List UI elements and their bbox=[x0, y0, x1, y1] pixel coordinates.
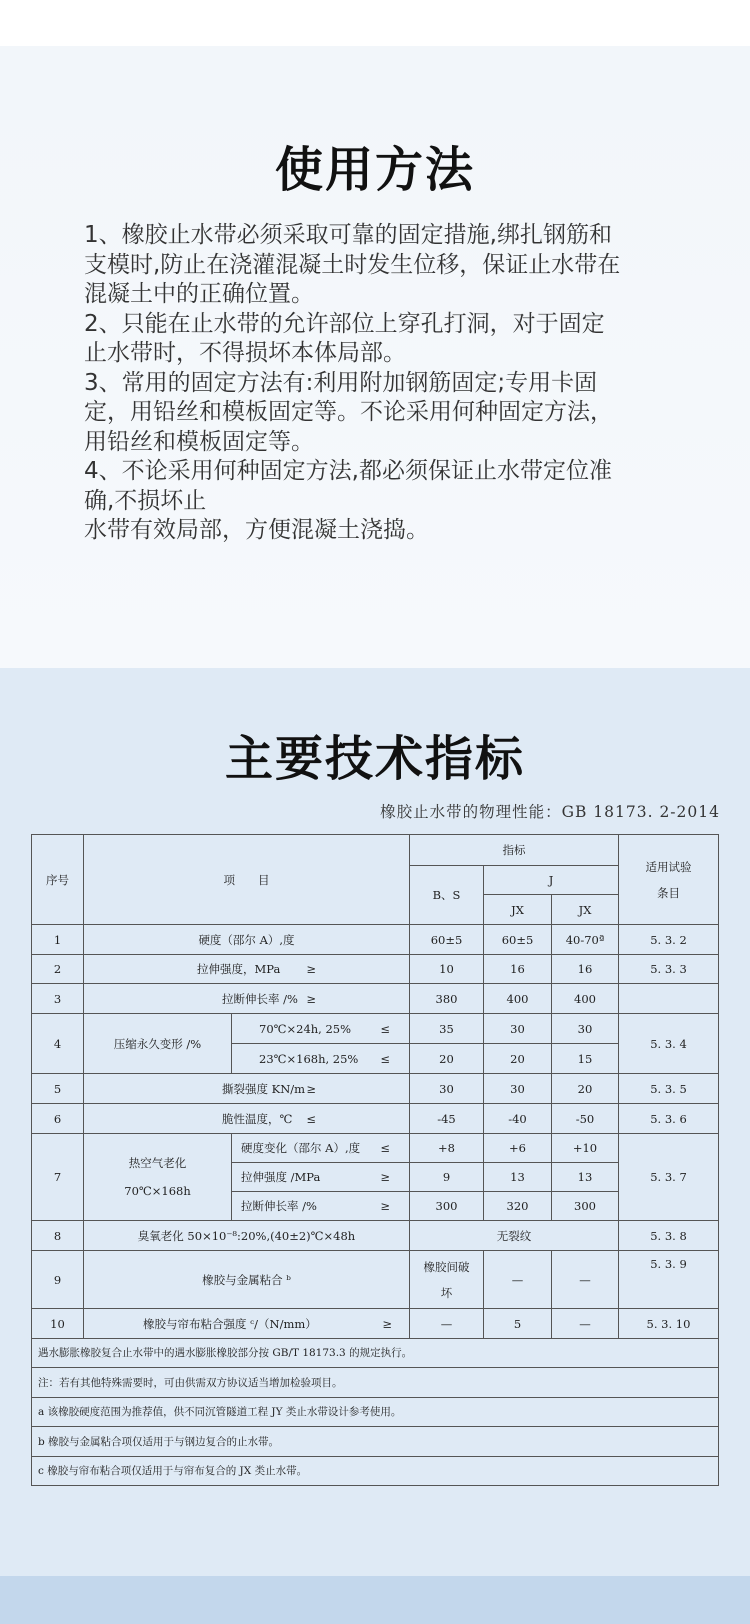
usage-line: 3、常用的固定方法有:利用附加钢筋固定;专用卡固 bbox=[84, 369, 598, 396]
table-row bbox=[32, 1074, 719, 1104]
cell-symbol: ≥ bbox=[306, 991, 316, 1006]
cell-j2: +10 bbox=[552, 1134, 619, 1163]
cell-seq: 9 bbox=[32, 1251, 84, 1309]
cell-item: 橡胶与金属粘合 ᵇ bbox=[84, 1251, 410, 1309]
note-row bbox=[32, 1339, 719, 1368]
cell-j1: 30 bbox=[484, 1014, 552, 1044]
cell-subitem bbox=[232, 1134, 410, 1163]
cell-bs bbox=[410, 1251, 484, 1309]
cell-method: 5. 3. 5 bbox=[619, 1074, 719, 1104]
cell-seq: 8 bbox=[32, 1221, 84, 1251]
cell-j1: 60±5 bbox=[484, 925, 552, 955]
cell-j1: 30 bbox=[484, 1074, 552, 1104]
cell-symbol: ≥ bbox=[382, 1316, 392, 1331]
table-row bbox=[32, 955, 719, 984]
cell-method: 5. 3. 6 bbox=[619, 1104, 719, 1134]
cell-bs: 380 bbox=[410, 984, 484, 1014]
cell-item-text: 拉断伸长率 /% bbox=[222, 991, 298, 1006]
header-bs: B、S bbox=[410, 866, 484, 925]
cell-seq: 6 bbox=[32, 1104, 84, 1134]
cell-j2: -50 bbox=[552, 1104, 619, 1134]
cell-subitem bbox=[232, 1192, 410, 1221]
cell-j1: — bbox=[484, 1251, 552, 1309]
cell-item: 压缩永久变形 /% bbox=[84, 1014, 232, 1074]
cell-seq: 1 bbox=[32, 925, 84, 955]
usage-line: 混凝土中的正确位置。 bbox=[84, 281, 314, 307]
cell-subitem bbox=[232, 1014, 410, 1044]
note-row bbox=[32, 1457, 719, 1486]
table-row bbox=[32, 1221, 719, 1251]
usage-line: 定，用铅丝和模板固定等。不论采用何种固定方法， bbox=[84, 399, 613, 425]
cell-j1: -40 bbox=[484, 1104, 552, 1134]
header-jx: JX bbox=[484, 895, 552, 925]
cell-j2: 40-70ª bbox=[552, 925, 619, 955]
note-row bbox=[32, 1427, 719, 1457]
cell-j1: 13 bbox=[484, 1163, 552, 1192]
cell-subitem bbox=[232, 1044, 410, 1074]
table-row bbox=[32, 984, 719, 1014]
cell-subitem bbox=[232, 1163, 410, 1192]
usage-line: 1、橡胶止水带必须采取可靠的固定措施,绑扎钢筋和 bbox=[84, 222, 612, 248]
usage-section bbox=[0, 46, 750, 668]
header-method bbox=[619, 835, 719, 925]
table-note: 注：若有其他特殊需要时，可由供需双方协议适当增加检验项目。 bbox=[32, 1368, 719, 1398]
table-row bbox=[32, 925, 719, 955]
table-note: a 该橡胶硬度范围为推荐值，供不同沉管隧道工程 JY 类止水带设计参考使用。 bbox=[32, 1398, 719, 1427]
cell-j2: 20 bbox=[552, 1074, 619, 1104]
cell-method: 5. 3. 7 bbox=[619, 1134, 719, 1221]
cell-symbol: ≥ bbox=[380, 1199, 390, 1213]
table-row bbox=[32, 1309, 719, 1339]
note-row bbox=[32, 1398, 719, 1427]
cell-method: 5. 3. 8 bbox=[619, 1221, 719, 1251]
spec-table bbox=[31, 834, 719, 1486]
cell-item bbox=[84, 984, 410, 1014]
cell-j1: 320 bbox=[484, 1192, 552, 1221]
cell-item-text: 撕裂强度 KN/m bbox=[222, 1081, 306, 1096]
cell-item-text: 拉伸强度，MPa bbox=[197, 962, 281, 976]
usage-body bbox=[84, 221, 674, 546]
cell-method: 5. 3. 10 bbox=[619, 1309, 719, 1339]
cell-item bbox=[84, 955, 410, 984]
cell-bs: 30 bbox=[410, 1074, 484, 1104]
cell-item-text: 脆性温度，℃ bbox=[222, 1111, 293, 1126]
cell-j2: 300 bbox=[552, 1192, 619, 1221]
cell-seq: 10 bbox=[32, 1309, 84, 1339]
table-row bbox=[32, 1134, 719, 1163]
cell-item: 硬度（邵尔 A）,度 bbox=[84, 925, 410, 955]
cell-symbol: ≤ bbox=[380, 1051, 390, 1066]
cell-value: 无裂纹 bbox=[410, 1221, 619, 1251]
cell-j1: 20 bbox=[484, 1044, 552, 1074]
table-header-row bbox=[32, 835, 719, 866]
table-note: c 橡胶与帘布粘合项仅适用于与帘布复合的 JX 类止水带。 bbox=[32, 1457, 719, 1486]
cell-symbol: ≤ bbox=[306, 1111, 316, 1126]
cell-item bbox=[84, 1104, 410, 1134]
header-item: 项 目 bbox=[84, 835, 410, 925]
cell-symbol: ≤ bbox=[380, 1141, 390, 1155]
cell-item bbox=[84, 1309, 410, 1339]
cell-j2: 400 bbox=[552, 984, 619, 1014]
cell-bs: 20 bbox=[410, 1044, 484, 1074]
cell-symbol: ≥ bbox=[306, 962, 316, 976]
cell-symbol: ≥ bbox=[306, 1081, 316, 1096]
cell-item-text: 热空气老化 70℃×168h bbox=[124, 1156, 191, 1198]
cell-j2: 13 bbox=[552, 1163, 619, 1192]
table-note: b 橡胶与金属粘合项仅适用于与钢边复合的止水带。 bbox=[32, 1427, 719, 1457]
table-caption: 橡胶止水带的物理性能：GB 18173. 2-2014 bbox=[380, 803, 720, 821]
cell-bs: 10 bbox=[410, 955, 484, 984]
usage-line: 确,不损坏止 bbox=[84, 487, 207, 514]
usage-line: 支模时,防止在浇灌混凝土时发生位移，保证止水带在 bbox=[84, 251, 621, 278]
usage-line: 2、只能在止水带的允许部位上穿孔打洞，对于固定 bbox=[84, 310, 605, 337]
cell-method: 5. 3. 3 bbox=[619, 955, 719, 984]
cell-subitem-text: 23℃×168h, 25% bbox=[259, 1051, 359, 1066]
cell-subitem-text: 拉断伸长率 /% bbox=[241, 1199, 317, 1213]
cell-symbol: ≥ bbox=[380, 1170, 390, 1184]
cell-bs: -45 bbox=[410, 1104, 484, 1134]
header-jx: JX bbox=[552, 895, 619, 925]
cell-j2: 15 bbox=[552, 1044, 619, 1074]
note-row bbox=[32, 1368, 719, 1398]
usage-line: 用铅丝和模板固定等。 bbox=[84, 428, 314, 455]
cell-j1: 16 bbox=[484, 955, 552, 984]
cell-bs: 300 bbox=[410, 1192, 484, 1221]
cell-j1: +6 bbox=[484, 1134, 552, 1163]
cell-seq: 3 bbox=[32, 984, 84, 1014]
cell-j2: 16 bbox=[552, 955, 619, 984]
cell-item: 臭氧老化 50×10⁻⁸:20%,(40±2)℃×48h bbox=[84, 1221, 410, 1251]
specs-title: 主要技术指标 bbox=[224, 731, 525, 787]
cell-seq: 4 bbox=[32, 1014, 84, 1074]
cell-seq: 2 bbox=[32, 955, 84, 984]
header-seq: 序号 bbox=[32, 835, 84, 925]
cell-j1: 400 bbox=[484, 984, 552, 1014]
usage-line: 止水带时，不得损坏本体局部。 bbox=[84, 340, 406, 366]
usage-line: 4、不论采用何种固定方法,都必须保证止水带定位准 bbox=[84, 458, 612, 484]
cell-bs-text: 橡胶间破坏 bbox=[423, 1259, 470, 1300]
cell-j2: — bbox=[552, 1251, 619, 1309]
cell-method bbox=[619, 984, 719, 1014]
cell-seq: 7 bbox=[32, 1134, 84, 1221]
usage-line: 水带有效局部，方便混凝土浇捣。 bbox=[84, 517, 429, 543]
cell-symbol: ≤ bbox=[380, 1021, 390, 1036]
cell-bs: — bbox=[410, 1309, 484, 1339]
cell-bs: 9 bbox=[410, 1163, 484, 1192]
cell-method: 5. 3. 4 bbox=[619, 1014, 719, 1074]
cell-method: 5. 3. 2 bbox=[619, 925, 719, 955]
table-note: 遇水膨胀橡胶复合止水带中的遇水膨胀橡胶部分按 GB/T 18173.3 的规定执行。 bbox=[32, 1339, 719, 1368]
header-index: 指标 bbox=[410, 835, 619, 866]
cell-j2: — bbox=[552, 1309, 619, 1339]
bottom-band bbox=[0, 1576, 750, 1624]
top-strip bbox=[0, 0, 750, 46]
header-j: J bbox=[484, 866, 619, 895]
cell-j1: 5 bbox=[484, 1309, 552, 1339]
cell-subitem-text: 70℃×24h, 25% bbox=[259, 1021, 352, 1036]
cell-seq: 5 bbox=[32, 1074, 84, 1104]
cell-item bbox=[84, 1134, 232, 1221]
cell-item bbox=[84, 1074, 410, 1104]
cell-subitem-text: 拉伸强度 /MPa bbox=[241, 1170, 321, 1184]
specs-section bbox=[0, 668, 750, 1624]
cell-method: 5. 3. 9 bbox=[619, 1251, 719, 1309]
cell-item-text: 橡胶与帘布粘合强度 ᶜ/（N/mm） bbox=[143, 1316, 317, 1331]
cell-j2: 30 bbox=[552, 1014, 619, 1044]
table-row bbox=[32, 1251, 719, 1309]
cell-subitem-text: 硬度变化（邵尔 A）,度 bbox=[241, 1141, 361, 1155]
cell-bs: 60±5 bbox=[410, 925, 484, 955]
header-method-text: 适用试验条目 bbox=[645, 859, 692, 900]
cell-bs: +8 bbox=[410, 1134, 484, 1163]
table-row bbox=[32, 1014, 719, 1044]
usage-title: 使用方法 bbox=[274, 142, 475, 198]
table-row bbox=[32, 1104, 719, 1134]
cell-bs: 35 bbox=[410, 1014, 484, 1044]
